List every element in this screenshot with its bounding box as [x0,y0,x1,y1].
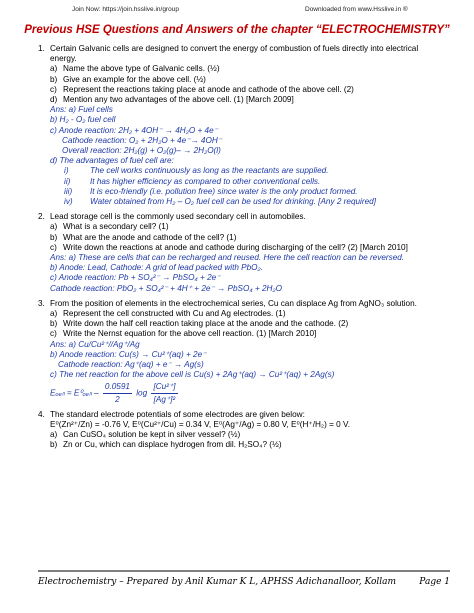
question-number: 2. [38,212,45,222]
question-2 [38,212,458,222]
question-number: 4. [38,409,45,419]
sub-question [38,319,458,329]
sub-label: a) [50,429,58,439]
sub-question [38,329,458,339]
nernst-numerator: 0.0591 [103,381,132,394]
sub-text: Mention any two advantages of the above cell. (1) [March 2009] [63,95,294,105]
sub-label: a) [50,64,58,74]
sub-label: b) [50,319,58,329]
sub-label: a) [50,222,58,232]
roman-label: iii) [64,186,73,196]
electrode-potentials: E⁰(Zn²⁺/Zn) = -0.76 V, E⁰(Cu²⁺/Cu) = 0.34 V, E⁰(Ag⁺/Ag) = 0.80 V, E⁰(H⁺/H₂) = 0 V. [50,419,350,429]
sub-label: b) [50,232,58,242]
question-3 [38,299,458,309]
nernst-equation [38,381,458,405]
sub-label: b) [50,440,58,450]
sub-text: Zn or Cu, which can displace hydrogen from dil. H₂SO₄? (½) [63,440,282,450]
question-text: Certain Galvanic cells are designed to convert the energy of combustion of fuels directly into electrical [50,44,419,53]
sub-label: a) [50,309,58,319]
answer-line: b) Anode: Lead, Cathode: A grid of lead packed with PbO₂. [50,263,263,273]
answer-line: Cathode reaction: Ag⁺(aq) + e⁻ → Ag(s) [58,360,204,370]
advantage-item [38,197,458,207]
question-list [38,44,458,450]
sub-question [38,64,458,74]
answer-line: Overall reaction: 2H₂(g) + O₂(g)– → 2H₂O(l) [62,146,221,156]
advantage-text: It has higher efficiency as compared to other conventional cells. [90,176,321,186]
sub-question [38,75,458,85]
roman-label: ii) [64,176,71,186]
advantage-item [38,177,458,187]
sub-question [38,440,458,450]
sub-label: c) [50,242,57,252]
advantage-text: It is eco-friendly (i.e. pollution free) since water is the only product formed. [90,186,358,196]
page-footer [38,570,450,587]
nernst-log-numerator: [Cu²⁺] [151,381,177,394]
question-4 [38,410,458,420]
sub-question [38,243,458,253]
question-text: From the position of elements in the electrochemical series, Cu can displace Ag from AgNO₃ solution. [50,298,417,308]
question-number: 1. [38,44,45,53]
answer-line: Ans: a) Cu/Cu²⁺//Ag⁺/Ag [50,339,140,349]
sub-label: c) [50,84,57,94]
advantage-item [38,166,458,176]
roman-label: i) [64,166,69,176]
question-text: Lead storage cell is the commonly used secondary cell in automobiles. [50,212,306,222]
advantage-text: The cell works continuously as long as the reactants are supplied. [90,166,329,176]
footer-credit: Electrochemistry – Prepared by Anil Kumar K L, APHSS Adichanalloor, Kollam [38,577,397,587]
question-text-cont: energy. [50,54,77,64]
download-source[interactable]: Downloaded from www.Hsslive.in ® [305,6,408,13]
sub-text: Represent the cell constructed with Cu and Ag electrodes. (1) [63,309,286,319]
sub-question [38,430,458,440]
sub-question [38,233,458,243]
nernst-log-denominator: [Ag⁺]² [153,394,176,404]
sub-text: What is a secondary cell? (1) [63,222,169,232]
answer-line: Ans: a) Fuel cells [50,105,113,115]
answer-line: b) H₂ - O₂ fuel cell [50,115,116,125]
sub-label: b) [50,74,58,84]
sub-label: d) [50,95,58,105]
sub-question [38,309,458,319]
answer-line: c) The net reaction for the above cell is Cu(s) + 2Ag⁺(aq) → Cu²⁺(aq) + 2Ag(s) [50,370,335,380]
advantage-text: Water obtained from H₂ – O₂ fuel cell can be used for drinking. [Any 2 required] [90,197,376,207]
nernst-log: log [136,388,148,397]
sub-text: Write down the reactions at anode and cathode during discharging of the cell? (2) [March 2010] [63,242,408,252]
sub-text: Represent the reactions taking place at anode and cathode of the above cell. (2) [63,84,354,94]
answer-line: d) The advantages of fuel cell are: [50,156,174,166]
sub-text: Can CuSO₄ solution be kept in silver vessel? (½) [63,429,241,439]
roman-label: iv) [64,197,73,207]
answer-line: Cathode reaction: O₂ + 2H₂O + 4e⁻→ 4OH⁻ [62,135,223,145]
page-title: Previous HSE Questions and Answers of the chapter “ELECTROCHEMISTRY” [24,24,450,36]
question-text: The standard electrode potentials of some electrodes are given below: [50,409,305,419]
answer-line: Cathode reaction: PbO₂ + SO₄²⁻ + 4H⁺ + 2e⁻ → PbSO₄ + 2H₂O [50,283,282,293]
sub-text: Give an example for the above cell. (½) [63,74,206,84]
join-link[interactable]: Join Now: https://join.hsslive.in/group [72,6,179,13]
nernst-log-fraction [151,381,177,406]
sub-text: Write down the half cell reaction taking place at the anode and the cathode. (2) [63,319,349,329]
nernst-lhs: Eₒₑₗₗ = E⁰ₒₑₗₗ – [50,388,99,397]
answer-line: Ans: a) These are cells that can be recharged and reused. Here the cell reaction can be reversed. [50,253,405,263]
advantage-item [38,187,458,197]
answer-line: b) Anode reaction: Cu(s) → Cu²⁺(aq) + 2e⁻ [50,349,207,359]
sub-question [38,85,458,95]
sub-text: Write the Nernst equation for the above cell reaction. (1) [March 2010] [63,329,317,339]
answer-line: c) Anode reaction: Pb + SO₄²⁻ → PbSO₄ + 2e⁻ [50,273,221,283]
sub-question [38,95,458,105]
sub-text: What are the anode and cathode of the cell? (1) [63,232,237,242]
sub-label: c) [50,329,57,339]
question-number: 3. [38,298,45,308]
sub-text: Name the above type of Galvanic cells. (½) [63,64,220,74]
answer-line: c) Anode reaction: 2H₂ + 4OH⁻ → 4H₂O + 4e⁻ [50,125,218,135]
nernst-denominator: 2 [115,394,120,404]
nernst-fraction [103,381,132,406]
question-1 [38,44,458,54]
sub-question [38,222,458,232]
page-number: Page 1 [419,577,450,587]
